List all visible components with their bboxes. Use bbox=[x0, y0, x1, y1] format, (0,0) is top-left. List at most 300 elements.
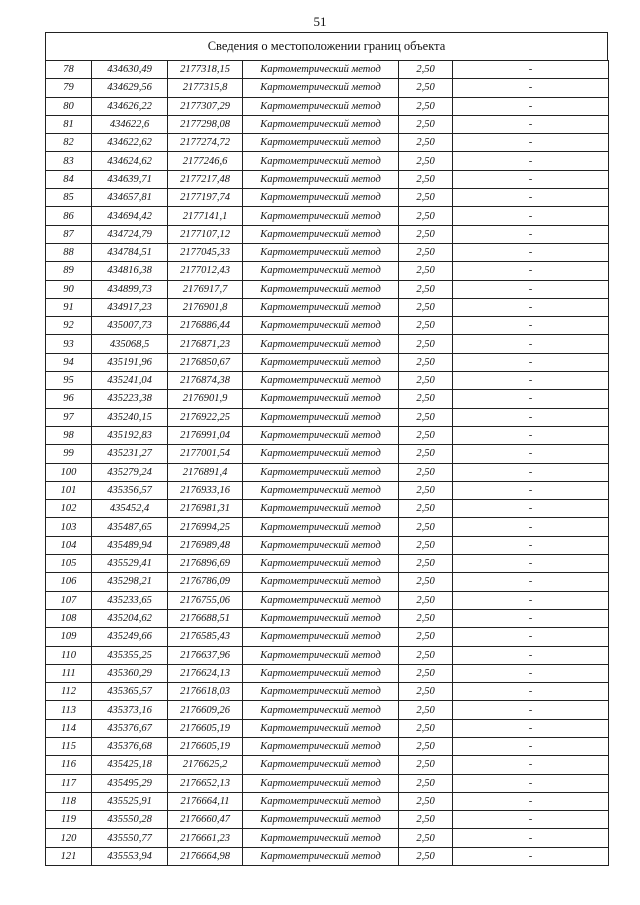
note: - bbox=[453, 243, 609, 261]
table-row bbox=[46, 79, 609, 97]
method: Картометрический метод bbox=[243, 353, 399, 371]
table-row bbox=[46, 152, 609, 170]
method: Картометрический метод bbox=[243, 207, 399, 225]
method: Картометрический метод bbox=[243, 792, 399, 810]
coord-y: 2176901,8 bbox=[168, 298, 243, 316]
table-row bbox=[46, 628, 609, 646]
note: - bbox=[453, 609, 609, 627]
coord-x: 434622,6 bbox=[92, 115, 168, 133]
coord-y: 2176981,31 bbox=[168, 500, 243, 518]
coord-y: 2176637,96 bbox=[168, 646, 243, 664]
note: - bbox=[453, 774, 609, 792]
accuracy: 2,50 bbox=[399, 719, 453, 737]
coord-x: 435376,68 bbox=[92, 737, 168, 755]
accuracy: 2,50 bbox=[399, 811, 453, 829]
note: - bbox=[453, 573, 609, 591]
accuracy: 2,50 bbox=[399, 372, 453, 390]
accuracy: 2,50 bbox=[399, 134, 453, 152]
coord-y: 2176850,67 bbox=[168, 353, 243, 371]
point-number: 104 bbox=[46, 536, 92, 554]
point-number: 116 bbox=[46, 756, 92, 774]
method: Картометрический метод bbox=[243, 481, 399, 499]
method: Картометрический метод bbox=[243, 463, 399, 481]
table-row bbox=[46, 792, 609, 810]
note: - bbox=[453, 701, 609, 719]
table-row bbox=[46, 463, 609, 481]
coord-x: 435231,27 bbox=[92, 445, 168, 463]
accuracy: 2,50 bbox=[399, 97, 453, 115]
table-row bbox=[46, 701, 609, 719]
accuracy: 2,50 bbox=[399, 756, 453, 774]
note: - bbox=[453, 79, 609, 97]
accuracy: 2,50 bbox=[399, 225, 453, 243]
coord-x: 435550,77 bbox=[92, 829, 168, 847]
coord-x: 434816,38 bbox=[92, 262, 168, 280]
note: - bbox=[453, 134, 609, 152]
point-number: 81 bbox=[46, 115, 92, 133]
point-number: 83 bbox=[46, 152, 92, 170]
coord-x: 435525,91 bbox=[92, 792, 168, 810]
note: - bbox=[453, 335, 609, 353]
coord-y: 2176896,69 bbox=[168, 555, 243, 573]
method: Картометрический метод bbox=[243, 97, 399, 115]
table-row bbox=[46, 317, 609, 335]
table-row bbox=[46, 683, 609, 701]
note: - bbox=[453, 426, 609, 444]
table-row bbox=[46, 664, 609, 682]
coord-y: 2176618,03 bbox=[168, 683, 243, 701]
point-number: 98 bbox=[46, 426, 92, 444]
point-number: 79 bbox=[46, 79, 92, 97]
point-number: 110 bbox=[46, 646, 92, 664]
point-number: 93 bbox=[46, 335, 92, 353]
coord-y: 2177045,33 bbox=[168, 243, 243, 261]
note: - bbox=[453, 683, 609, 701]
method: Картометрический метод bbox=[243, 701, 399, 719]
accuracy: 2,50 bbox=[399, 445, 453, 463]
point-number: 103 bbox=[46, 518, 92, 536]
accuracy: 2,50 bbox=[399, 115, 453, 133]
accuracy: 2,50 bbox=[399, 792, 453, 810]
note: - bbox=[453, 61, 609, 79]
note: - bbox=[453, 390, 609, 408]
method: Картометрический метод bbox=[243, 555, 399, 573]
coord-y: 2176664,98 bbox=[168, 847, 243, 865]
coord-y: 2177001,54 bbox=[168, 445, 243, 463]
coord-x: 435233,65 bbox=[92, 591, 168, 609]
table-row bbox=[46, 445, 609, 463]
coord-y: 2176901,9 bbox=[168, 390, 243, 408]
point-number: 114 bbox=[46, 719, 92, 737]
note: - bbox=[453, 372, 609, 390]
table-row bbox=[46, 280, 609, 298]
note: - bbox=[453, 591, 609, 609]
coord-y: 2176891,4 bbox=[168, 463, 243, 481]
note: - bbox=[453, 792, 609, 810]
accuracy: 2,50 bbox=[399, 170, 453, 188]
method: Картометрический метод bbox=[243, 426, 399, 444]
table-row bbox=[46, 243, 609, 261]
table-row bbox=[46, 573, 609, 591]
table-row bbox=[46, 811, 609, 829]
method: Картометрический метод bbox=[243, 591, 399, 609]
coord-y: 2176625,2 bbox=[168, 756, 243, 774]
coord-y: 2177307,29 bbox=[168, 97, 243, 115]
page-number: 51 bbox=[313, 14, 327, 29]
coord-y: 2176755,06 bbox=[168, 591, 243, 609]
coord-x: 435249,66 bbox=[92, 628, 168, 646]
note: - bbox=[453, 829, 609, 847]
coord-y: 2176871,23 bbox=[168, 335, 243, 353]
accuracy: 2,50 bbox=[399, 573, 453, 591]
method: Картометрический метод bbox=[243, 408, 399, 426]
coord-x: 434622,62 bbox=[92, 134, 168, 152]
note: - bbox=[453, 500, 609, 518]
note: - bbox=[453, 463, 609, 481]
coord-y: 2177315,8 bbox=[168, 79, 243, 97]
table-row bbox=[46, 225, 609, 243]
method: Картометрический метод bbox=[243, 61, 399, 79]
table-row bbox=[46, 609, 609, 627]
note: - bbox=[453, 317, 609, 335]
table-row bbox=[46, 829, 609, 847]
point-number: 88 bbox=[46, 243, 92, 261]
table-row bbox=[46, 536, 609, 554]
accuracy: 2,50 bbox=[399, 500, 453, 518]
table-row bbox=[46, 372, 609, 390]
method: Картометрический метод bbox=[243, 390, 399, 408]
coordinates-table bbox=[45, 60, 609, 866]
accuracy: 2,50 bbox=[399, 79, 453, 97]
note: - bbox=[453, 719, 609, 737]
point-number: 78 bbox=[46, 61, 92, 79]
note: - bbox=[453, 207, 609, 225]
accuracy: 2,50 bbox=[399, 463, 453, 481]
point-number: 119 bbox=[46, 811, 92, 829]
accuracy: 2,50 bbox=[399, 207, 453, 225]
accuracy: 2,50 bbox=[399, 189, 453, 207]
table-row bbox=[46, 61, 609, 79]
method: Картометрический метод bbox=[243, 847, 399, 865]
method: Картометрический метод bbox=[243, 646, 399, 664]
coord-y: 2176605,19 bbox=[168, 737, 243, 755]
accuracy: 2,50 bbox=[399, 408, 453, 426]
note: - bbox=[453, 445, 609, 463]
note: - bbox=[453, 225, 609, 243]
table-body bbox=[46, 61, 609, 866]
table-row bbox=[46, 481, 609, 499]
method: Картометрический метод bbox=[243, 134, 399, 152]
coord-x: 434657,81 bbox=[92, 189, 168, 207]
method: Картометрический метод bbox=[243, 79, 399, 97]
note: - bbox=[453, 847, 609, 865]
table-row bbox=[46, 591, 609, 609]
table-row bbox=[46, 97, 609, 115]
coord-x: 435241,04 bbox=[92, 372, 168, 390]
coord-x: 435376,67 bbox=[92, 719, 168, 737]
point-number: 99 bbox=[46, 445, 92, 463]
note: - bbox=[453, 737, 609, 755]
point-number: 96 bbox=[46, 390, 92, 408]
coord-x: 435240,15 bbox=[92, 408, 168, 426]
point-number: 95 bbox=[46, 372, 92, 390]
coord-y: 2176660,47 bbox=[168, 811, 243, 829]
accuracy: 2,50 bbox=[399, 829, 453, 847]
coord-x: 435452,4 bbox=[92, 500, 168, 518]
coord-y: 2176933,16 bbox=[168, 481, 243, 499]
coord-y: 2177318,15 bbox=[168, 61, 243, 79]
note: - bbox=[453, 97, 609, 115]
table-title: Сведения о местоположении границ объекта bbox=[45, 32, 608, 60]
table-row bbox=[46, 189, 609, 207]
accuracy: 2,50 bbox=[399, 152, 453, 170]
note: - bbox=[453, 353, 609, 371]
method: Картометрический метод bbox=[243, 152, 399, 170]
point-number: 84 bbox=[46, 170, 92, 188]
table-row bbox=[46, 335, 609, 353]
coord-y: 2177141,1 bbox=[168, 207, 243, 225]
method: Картометрический метод bbox=[243, 536, 399, 554]
method: Картометрический метод bbox=[243, 225, 399, 243]
method: Картометрический метод bbox=[243, 683, 399, 701]
accuracy: 2,50 bbox=[399, 335, 453, 353]
coord-y: 2176886,44 bbox=[168, 317, 243, 335]
coord-x: 434624,62 bbox=[92, 152, 168, 170]
coord-y: 2176786,09 bbox=[168, 573, 243, 591]
accuracy: 2,50 bbox=[399, 555, 453, 573]
coord-x: 435223,38 bbox=[92, 390, 168, 408]
note: - bbox=[453, 536, 609, 554]
point-number: 102 bbox=[46, 500, 92, 518]
method: Картометрический метод bbox=[243, 115, 399, 133]
coord-y: 2177298,08 bbox=[168, 115, 243, 133]
coord-y: 2177107,12 bbox=[168, 225, 243, 243]
coord-y: 2176609,26 bbox=[168, 701, 243, 719]
boundary-table-frame bbox=[45, 32, 608, 866]
coord-x: 435487,65 bbox=[92, 518, 168, 536]
coord-y: 2176917,7 bbox=[168, 280, 243, 298]
coord-y: 2177246,6 bbox=[168, 152, 243, 170]
method: Картометрический метод bbox=[243, 573, 399, 591]
method: Картометрический метод bbox=[243, 243, 399, 261]
coord-y: 2176994,25 bbox=[168, 518, 243, 536]
coord-y: 2176874,38 bbox=[168, 372, 243, 390]
point-number: 118 bbox=[46, 792, 92, 810]
accuracy: 2,50 bbox=[399, 609, 453, 627]
accuracy: 2,50 bbox=[399, 628, 453, 646]
accuracy: 2,50 bbox=[399, 737, 453, 755]
coord-y: 2176605,19 bbox=[168, 719, 243, 737]
accuracy: 2,50 bbox=[399, 298, 453, 316]
method: Картометрический метод bbox=[243, 811, 399, 829]
point-number: 101 bbox=[46, 481, 92, 499]
note: - bbox=[453, 646, 609, 664]
coord-y: 2176585,43 bbox=[168, 628, 243, 646]
coord-x: 435495,29 bbox=[92, 774, 168, 792]
table-row bbox=[46, 134, 609, 152]
coord-x: 434899,73 bbox=[92, 280, 168, 298]
note: - bbox=[453, 555, 609, 573]
method: Картометрический метод bbox=[243, 719, 399, 737]
coord-y: 2176989,48 bbox=[168, 536, 243, 554]
note: - bbox=[453, 481, 609, 499]
coord-x: 435068,5 bbox=[92, 335, 168, 353]
point-number: 92 bbox=[46, 317, 92, 335]
coord-x: 434630,49 bbox=[92, 61, 168, 79]
note: - bbox=[453, 280, 609, 298]
accuracy: 2,50 bbox=[399, 664, 453, 682]
accuracy: 2,50 bbox=[399, 317, 453, 335]
point-number: 94 bbox=[46, 353, 92, 371]
method: Картометрический метод bbox=[243, 298, 399, 316]
point-number: 90 bbox=[46, 280, 92, 298]
table-row bbox=[46, 207, 609, 225]
coord-x: 435529,41 bbox=[92, 555, 168, 573]
coord-x: 435550,28 bbox=[92, 811, 168, 829]
point-number: 115 bbox=[46, 737, 92, 755]
accuracy: 2,50 bbox=[399, 683, 453, 701]
table-row bbox=[46, 353, 609, 371]
method: Картометрический метод bbox=[243, 372, 399, 390]
coord-x: 435356,57 bbox=[92, 481, 168, 499]
accuracy: 2,50 bbox=[399, 518, 453, 536]
note: - bbox=[453, 518, 609, 536]
accuracy: 2,50 bbox=[399, 701, 453, 719]
coord-y: 2176922,25 bbox=[168, 408, 243, 426]
method: Картометрический метод bbox=[243, 317, 399, 335]
coord-x: 435355,25 bbox=[92, 646, 168, 664]
method: Картометрический метод bbox=[243, 170, 399, 188]
accuracy: 2,50 bbox=[399, 262, 453, 280]
coord-x: 435298,21 bbox=[92, 573, 168, 591]
coord-x: 434784,51 bbox=[92, 243, 168, 261]
point-number: 86 bbox=[46, 207, 92, 225]
note: - bbox=[453, 628, 609, 646]
table-row bbox=[46, 170, 609, 188]
coord-x: 434724,79 bbox=[92, 225, 168, 243]
coord-y: 2177274,72 bbox=[168, 134, 243, 152]
table-row bbox=[46, 115, 609, 133]
accuracy: 2,50 bbox=[399, 847, 453, 865]
table-row bbox=[46, 408, 609, 426]
table-row bbox=[46, 719, 609, 737]
accuracy: 2,50 bbox=[399, 591, 453, 609]
table-row bbox=[46, 847, 609, 865]
point-number: 97 bbox=[46, 408, 92, 426]
point-number: 117 bbox=[46, 774, 92, 792]
method: Картометрический метод bbox=[243, 445, 399, 463]
table-row bbox=[46, 555, 609, 573]
point-number: 89 bbox=[46, 262, 92, 280]
accuracy: 2,50 bbox=[399, 243, 453, 261]
coord-y: 2176664,11 bbox=[168, 792, 243, 810]
method: Картометрический метод bbox=[243, 262, 399, 280]
coord-y: 2176652,13 bbox=[168, 774, 243, 792]
point-number: 80 bbox=[46, 97, 92, 115]
coord-x: 435553,94 bbox=[92, 847, 168, 865]
coord-x: 435191,96 bbox=[92, 353, 168, 371]
table-row bbox=[46, 262, 609, 280]
point-number: 87 bbox=[46, 225, 92, 243]
accuracy: 2,50 bbox=[399, 61, 453, 79]
table-row bbox=[46, 518, 609, 536]
point-number: 113 bbox=[46, 701, 92, 719]
coord-y: 2176688,51 bbox=[168, 609, 243, 627]
accuracy: 2,50 bbox=[399, 353, 453, 371]
method: Картометрический метод bbox=[243, 500, 399, 518]
point-number: 121 bbox=[46, 847, 92, 865]
accuracy: 2,50 bbox=[399, 280, 453, 298]
note: - bbox=[453, 115, 609, 133]
method: Картометрический метод bbox=[243, 189, 399, 207]
method: Картометрический метод bbox=[243, 829, 399, 847]
accuracy: 2,50 bbox=[399, 774, 453, 792]
coord-y: 2177197,74 bbox=[168, 189, 243, 207]
table-row bbox=[46, 737, 609, 755]
table-row bbox=[46, 390, 609, 408]
coord-x: 434629,56 bbox=[92, 79, 168, 97]
note: - bbox=[453, 664, 609, 682]
point-number: 82 bbox=[46, 134, 92, 152]
coord-x: 434694,42 bbox=[92, 207, 168, 225]
method: Картометрический метод bbox=[243, 737, 399, 755]
coord-y: 2177217,48 bbox=[168, 170, 243, 188]
coord-x: 435192,83 bbox=[92, 426, 168, 444]
coord-x: 435279,24 bbox=[92, 463, 168, 481]
coord-x: 435360,29 bbox=[92, 664, 168, 682]
coord-x: 435373,16 bbox=[92, 701, 168, 719]
note: - bbox=[453, 298, 609, 316]
method: Картометрический метод bbox=[243, 335, 399, 353]
method: Картометрический метод bbox=[243, 628, 399, 646]
note: - bbox=[453, 408, 609, 426]
coord-x: 435365,57 bbox=[92, 683, 168, 701]
note: - bbox=[453, 189, 609, 207]
point-number: 91 bbox=[46, 298, 92, 316]
point-number: 106 bbox=[46, 573, 92, 591]
method: Картометрический метод bbox=[243, 756, 399, 774]
method: Картометрический метод bbox=[243, 518, 399, 536]
note: - bbox=[453, 811, 609, 829]
note: - bbox=[453, 262, 609, 280]
table-row bbox=[46, 426, 609, 444]
point-number: 108 bbox=[46, 609, 92, 627]
accuracy: 2,50 bbox=[399, 536, 453, 554]
point-number: 111 bbox=[46, 664, 92, 682]
point-number: 100 bbox=[46, 463, 92, 481]
note: - bbox=[453, 170, 609, 188]
coord-y: 2176661,23 bbox=[168, 829, 243, 847]
point-number: 105 bbox=[46, 555, 92, 573]
coord-x: 435007,73 bbox=[92, 317, 168, 335]
table-row bbox=[46, 500, 609, 518]
point-number: 107 bbox=[46, 591, 92, 609]
table-row bbox=[46, 774, 609, 792]
coord-y: 2177012,43 bbox=[168, 262, 243, 280]
accuracy: 2,50 bbox=[399, 426, 453, 444]
accuracy: 2,50 bbox=[399, 646, 453, 664]
method: Картометрический метод bbox=[243, 774, 399, 792]
point-number: 112 bbox=[46, 683, 92, 701]
coord-x: 434917,23 bbox=[92, 298, 168, 316]
coord-x: 434639,71 bbox=[92, 170, 168, 188]
method: Картометрический метод bbox=[243, 609, 399, 627]
coord-x: 435204,62 bbox=[92, 609, 168, 627]
table-row bbox=[46, 756, 609, 774]
coord-x: 434626,22 bbox=[92, 97, 168, 115]
coord-y: 2176624,13 bbox=[168, 664, 243, 682]
method: Картометрический метод bbox=[243, 664, 399, 682]
